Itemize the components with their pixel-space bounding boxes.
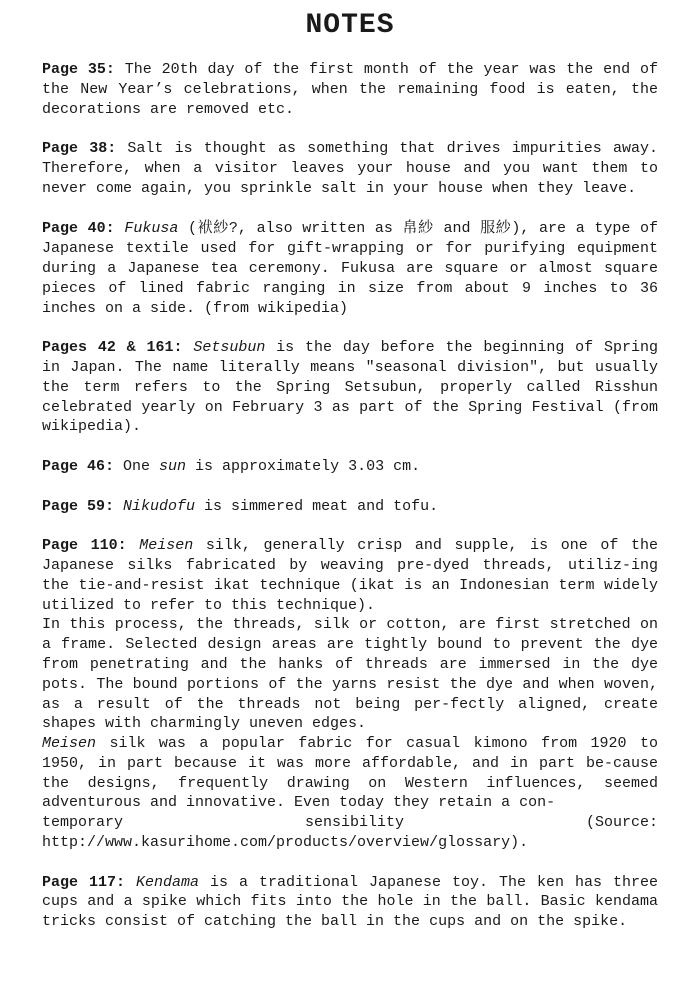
note-text-fragment: ( [178,220,197,238]
note-reference: Page 40: [42,220,115,238]
note-paragraph [42,734,658,853]
kanji-term: 服紗 [480,218,512,237]
note-reference: Page 38: [42,140,117,158]
note-term: Meisen [42,735,97,753]
note-reference: Page 46: [42,457,115,475]
source-url: http://www.kasurihome.com/products/overview/glossary). [42,834,529,852]
note-term: Setsubun [193,339,266,357]
note-term: Fukusa [124,220,179,238]
note-text: Salt is thought as something that drives impurities away. Therefore, when a visitor leaves your house and you want them to never come again, you sprinkle salt in your house when they leave. [42,140,658,197]
note-text: The 20th day of the first month of the year was the end of the New Year’s celebrations, when the remaining food is eaten, the decorations are removed etc. [42,61,658,118]
note-page-59 [42,497,658,517]
note-text: silk was a popular fabric for casual kimono from 1920 to 1950, in part because it was more affordable, and in part be-cause the designs, frequently drawing on Western influences, seemed adventurous and innovative. Even today they retain a con- [42,735,658,812]
note-page-40 [42,218,658,318]
note-text: is the day before the beginning of Spring in Japan. The name literally means "seasonal division", but usually the term refers to the Spring Setsubun, properly called Risshun celebrated yearly on February 3 as part of the Spring Festival (from wikipedia). [42,339,658,436]
note-text: silk, generally crisp and supple, is one of the Japanese silks fabricated by weaving pre-dyed threads, utiliz-ing the tie-and-resist ikat technique (ikat is an Indonesian term widely utilized to refer to this technique). [42,537,658,614]
note-paragraph [42,536,658,615]
note-text: is simmered meat and tofu. [195,497,439,515]
note-pages-42-161 [42,338,658,437]
note-text-line: temporary sensibility (Source: [42,814,658,832]
note-reference: Page 35: [42,61,115,78]
note-reference: Page 117: [42,873,126,891]
note-page-110 [42,536,658,853]
note-term: Kendama [136,873,200,891]
note-page-46 [42,457,658,477]
notes-page [42,0,658,952]
note-reference: Page 59: [42,497,115,515]
note-reference: Pages 42 & 161: [42,339,183,357]
note-text: ), are a type of Japanese textile used for gift-wrapping or for purifying equipment during a Japanese tea ceremony. Fukusa are square or almost square pieces of lined fabric ranging in size from about 9 inches to 36 inches on a side. (from wikipedia) [42,220,658,317]
note-term: Meisen [139,537,194,555]
note-term: sun [159,457,187,475]
note-text-fragment: One [114,457,160,475]
note-text-fragment: ?, also written as [228,220,403,238]
note-page-38 [42,139,658,198]
note-reference: Page 110: [42,537,127,555]
page-title: NOTES [305,10,395,41]
notes-list [42,60,658,932]
note-text: is a traditional Japanese toy. The ken has three cups and a spike which fits into the hole in the ball. Basic kendama tricks consist of catching the ball in the cups and on the spike. [42,873,659,931]
note-text: is approximately 3.03 cm. [186,457,421,475]
note-term: Nikudofu [123,497,196,515]
note-text-fragment: and [433,220,481,238]
kanji-term: 袱紗 [196,218,229,237]
note-paragraph: In this process, the threads, silk or cotton, are first stretched on a frame. Selected design areas are tightly bound to prevent the dye from penetrating and the hanks of threads are immersed in the dye pots. The bound portions of the yarns resist the dye and when woven, as a result of the threads not being per-fectly aligned, create shapes with charmingly uneven edges. [42,616,658,733]
kanji-term: 帛紗 [402,218,434,237]
note-page-35 [42,60,658,119]
note-page-117 [42,873,658,932]
